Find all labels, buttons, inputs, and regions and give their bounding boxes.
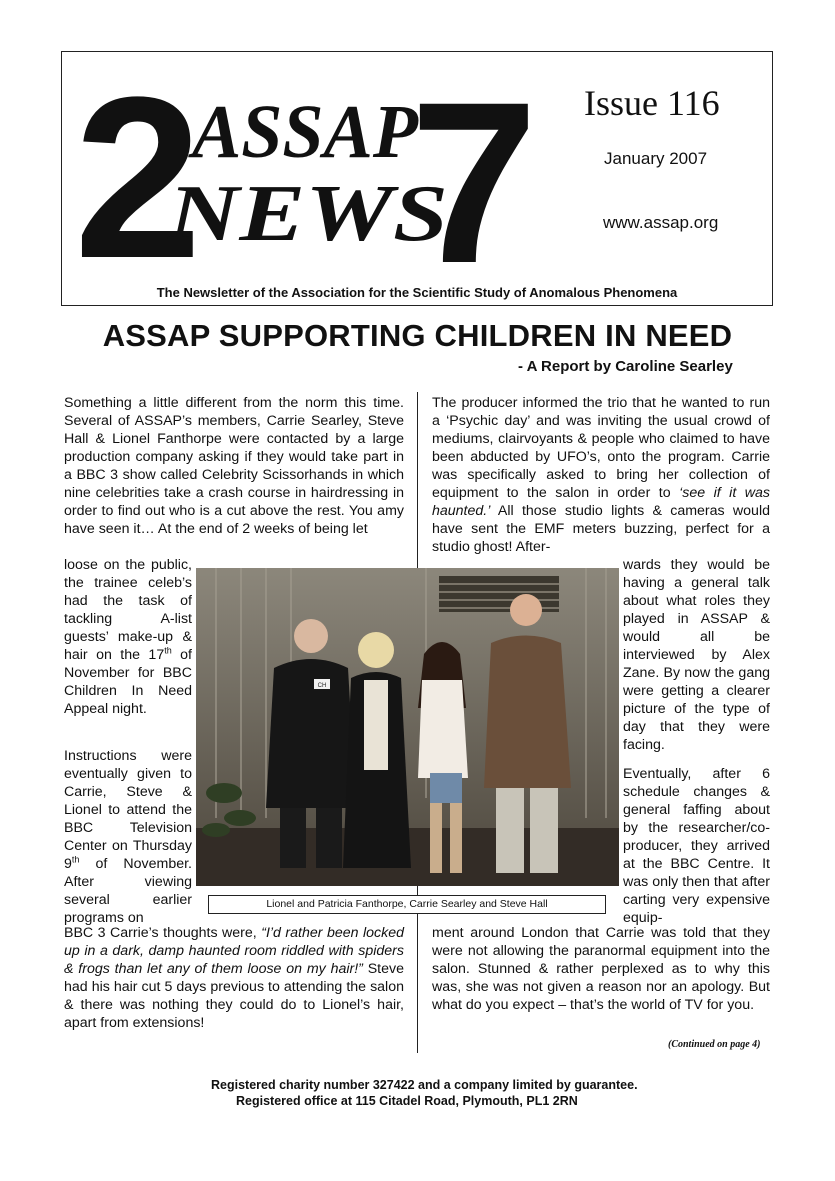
assap-news-logo (70, 62, 550, 277)
paragraph-thoughts: BBC 3 Carrie’s thoughts were, “I’d rather been locked up in a dark, damp haunted room riddled with spiders & frogs than let any of them loose on my hair!” Steve had his hair cut 5 days previous to attending the salon & there was nothing they could do to Lionel’s hair, apart from extensions! (64, 925, 405, 1031)
logo-word-top: ASSAP (188, 90, 419, 174)
paragraph-celeb-task: loose on the public, the trainee celeb’s had the task of tackling A-list guests’ make-up & hair on the 17th of November for BBC Children In Need Appeal night. (64, 557, 192, 717)
footer-address: Registered office at 115 Citadel Road, Plymouth, PL1 2RN (236, 1094, 578, 1108)
website-link[interactable]: www.assap.org (603, 213, 719, 232)
right-wrap-2 (623, 765, 770, 927)
continued-note[interactable]: (Continued on page 4) (668, 1039, 761, 1050)
article-headline: ASSAP SUPPORTING CHILDREN IN NEED (102, 318, 733, 353)
left-wrap-1 (64, 556, 192, 718)
right-wrap-1 (623, 556, 770, 754)
logo-number-right: 7 (410, 62, 538, 277)
logo-number-left: 2 (74, 62, 202, 277)
masthead (61, 51, 773, 306)
paragraph-schedule: Eventually, after 6 schedule changes & general faffing about by the researcher/co-producer, they arrived at the BBC Centre. It was only then that after carting very expensive equip- (623, 766, 770, 926)
issue-number: Issue 116 (584, 83, 720, 123)
article-byline: - A Report by Caroline Searley (518, 358, 733, 375)
paragraph-producer: The producer informed the trio that he wanted to run a ‘Psychic day’ and was inviting the usual crowd of mediums, clairvoyants & people who claimed to have been abducted by UFO’s, onto the program. Carrie was specifically asked to bring her collection of equipment to the salon in order to ‘see if it was haunted.’ All those studio lights & cameras would have sent the EMF meters buzzing, perfect for a studio ghost! After- (432, 395, 770, 555)
article-photo (196, 568, 619, 886)
left-column-top (64, 394, 404, 538)
masthead-tagline: The Newsletter of the Association for the Scientific Study of Anomalous Phenomena (156, 285, 678, 300)
group-photo-illustration (196, 568, 619, 886)
left-wrap-2 (64, 747, 192, 927)
paragraph-instructions: Instructions were eventually given to Carrie, Steve & Lionel to attend the BBC Television Center on Thursday 9th of November. After viewing several earlier programs on (64, 748, 192, 926)
name-badge: CH (317, 683, 327, 689)
right-column-bottom (432, 924, 770, 1014)
paragraph-intro: Something a little different from the norm this time. Several of ASSAP’s members, Carrie Searley, Steve Hall & Lionel Fanthorpe were contacted by a large production company asking if they would take part in a BBC 3 show called Celebrity Scissorhands in which nine celebrities take a crash course in hairdressing in order to find out who is a cut above the rest. You amy have seen it… At the end of 2 weeks of being let (64, 395, 404, 537)
right-column-top (432, 394, 770, 556)
paragraph-tv-world: ment around London that Carrie was told that they were not allowing the paranormal equipment into the salon. Stunned & rather perplexed as to why this was, she was not given a reason nor an apology. But what do you expect – that’s the world of TV for you. (432, 925, 770, 1013)
issue-date: January 2007 (604, 149, 708, 168)
left-column-bottom (64, 924, 404, 1032)
photo-caption: Lionel and Patricia Fanthorpe, Carrie Searley and Steve Hall (208, 895, 606, 914)
paragraph-interview: wards they would be having a general talk about what roles they played in ASSAP & would all be interviewed by Alex Zane. By now the gang were getting a clearer picture of the type of day that they were facing. (623, 557, 770, 753)
logo-word-bottom: NEWS (166, 170, 448, 258)
footer-charity: Registered charity number 327422 and a company limited by guarantee. (211, 1078, 638, 1092)
